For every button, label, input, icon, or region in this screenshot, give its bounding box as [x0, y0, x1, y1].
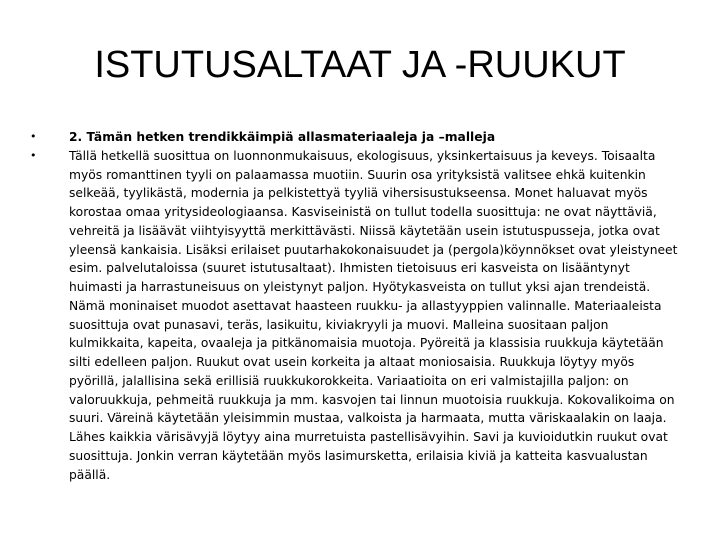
bullet-item-heading [28, 128, 678, 147]
slide-content [28, 128, 678, 484]
bullet-body-text: Tällä hetkellä suosittua on luonnonmukaisuus, ekologisuus, yksinkertaisuus ja keveys. Toisaalta myös romanttinen tyyli on palaamassa muotiin. Suurin osa yrityksistä valitsee ehkä kuitenkin selkeää, tyylikästä, modernia ja pelkistettyä tyyliä vihersisustukseensa. Monet haluavat myös korostaa omaa yritysideologiaansa. Kasviseinistä on tullut todella suosittuja: ne ovat näyttäviä, vehreitä ja lisäävät viihtyisyyttä merkittävästi. Niissä käytetään usein istutuspusseja, jotka ovat yleensä kankaisia. Lisäksi erilaiset puutarhakokonaisuudet ja (pergola)köynnökset ovat yleistyneet esim. palvelutaloissa (suuret istutusaltaat). Ihmisten tietoisuus eri kasveista on lisääntynyt huimasti ja harrastuneisuus on yleistynyt paljon. Hyötykasveista on tullut yksi ajan trendeistä. Nämä moninaiset muodot asettavat haasteen ruukku- ja allastyyppien valinnalle. Materiaaleista suosittuja ovat punasavi, teräs, lasikuitu, kiviakryyli ja muovi. Malleina suositaan paljon kulmikkaita, kapeita, ovaaleja ja pitkänomaisia muotoja. Pyöreitä ja klassisia ruukkuja käytetään silti edelleen paljon. Ruukut ovat usein korkeita ja altaat moniosaisia. Ruukkuja löytyy myös pyörillä, jalallisina sekä erillisiä ruukkukorokkeita. Variaatioita on eri valmistajilla paljon: on valoruukkuja, pehmeitä ruukkuja ja mm. kasvojen tai linnun muotoisia ruukkuja. Kokovalikoima on suuri. Väreinä käytetään yleisimmin mustaa, valkoista ja harmaata, mutta väriskaalakin on laaja. Lähes kaikkia värisävyjä löytyy aina murretuista pastellisävyihin. Savi ja kuvioidutkin ruukut ovat suosittuja. Jonkin verran käytetään myös lasimursketta, erilaisia kiviä ja katteita kasvualustan päällä. [69, 148, 678, 482]
bullet-icon: • [30, 148, 37, 162]
bullet-item-body [28, 147, 678, 485]
slide-title: ISTUTUSALTAAT JA -RUUKUT [94, 44, 626, 86]
bullet-icon: • [30, 130, 37, 143]
bullet-heading-text: 2. Tämän hetken trendikkäimpiä allasmateriaaleja ja –malleja [69, 130, 496, 144]
